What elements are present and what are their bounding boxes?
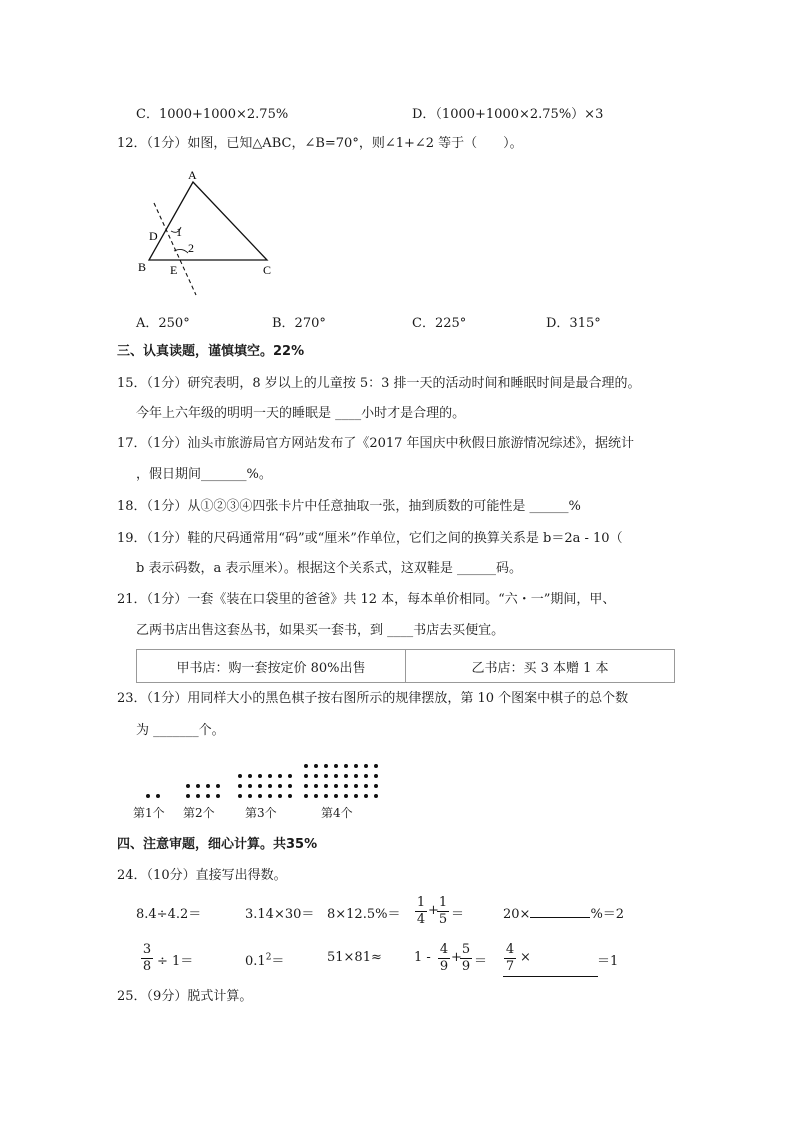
q12-option-a: A．250° [136,316,190,331]
chess-piece [334,784,338,788]
fraction-1-5 [437,896,449,927]
chess-piece [238,794,242,798]
chess-piece [314,774,318,778]
label-c: C [263,263,272,277]
numerator: 3 [142,942,152,957]
exponent: 2 [265,952,272,963]
numerator: 1 [438,895,448,910]
chess-piece [206,784,210,788]
chess-piece [238,774,242,778]
chess-piece [314,784,318,788]
chess-piece [186,794,190,798]
chess-piece [364,764,368,768]
numerator: 1 [416,895,426,910]
option-d: D．（1000+1000×2.75%）×3 [412,107,604,122]
triangle-figure [136,165,286,300]
question-19-line1: 19．（1分）鞋的尺码通常用“码”或“厘米”作单位，它们之间的换算关系是 b＝2a - 10（ [117,531,623,546]
bookstore-table [136,649,675,683]
question-15-line1: 15．（1分）研究表明，8 岁以上的儿童按 5：3 排一天的活动时间和睡眠时间是最合理的。 [117,376,641,391]
chess-piece [186,784,190,788]
numerator: 4 [505,942,515,957]
chess-piece [268,794,272,798]
calc-1e [503,903,624,922]
chess-piece [278,774,282,778]
question-19-line2: b 表示码数，a 表示厘米）。根据这个关系式，这双鞋是 ______码。 [136,561,522,576]
chess-piece [344,774,348,778]
answer-blank[interactable] [530,905,590,918]
chess-piece [258,774,262,778]
chess-piece [248,794,252,798]
chess-piece [324,764,328,768]
chess-piece [196,794,200,798]
chess-piece [354,784,358,788]
chess-piece [304,764,308,768]
question-15-line2: 今年上六年级的明明一天的睡眠是 ____小时才是合理的。 [136,406,466,421]
denominator: 7 [505,959,515,974]
calc-1e-suffix: %＝2 [590,907,625,922]
chess-piece [258,784,262,788]
chess-piece [288,784,292,788]
question-21-line1: 21．（1分）一套《装在口袋里的爸爸》共 12 本，每本单价相同。“六・一”期间，甲、 [117,592,616,607]
calc-2e-eq: ＝1 [597,954,619,969]
section-4-title: 四、注意审题，细心计算。共35% [117,837,318,852]
numerator: 4 [439,942,449,957]
equals-sign: ＝ [451,907,465,922]
pattern-label: 第2个 [183,806,215,820]
angle-arc-2 [174,249,188,253]
calc-2b-eq: ＝ [271,954,285,969]
chess-piece [344,764,348,768]
label-1: 1 [176,225,182,239]
answer-blank[interactable] [503,963,598,977]
label-d: D [149,229,158,243]
fraction-5-9 [460,943,472,974]
chess-piece [278,794,282,798]
chess-piece [344,784,348,788]
chess-piece [248,784,252,788]
chess-piece [206,794,210,798]
calc-2b-base: 0.1 [245,954,266,969]
pattern-label: 第3个 [245,806,277,820]
chess-piece [196,784,200,788]
chess-piece [156,794,160,798]
chess-piece [268,784,272,788]
chess-piece [238,784,242,788]
chess-piece [278,784,282,788]
chess-pattern-figure [133,750,380,825]
chess-piece [354,774,358,778]
chess-piece [364,794,368,798]
chess-piece [334,794,338,798]
chess-piece [374,764,378,768]
chess-piece [146,794,150,798]
question-23-line2: 为 _______个。 [136,723,225,738]
chess-piece [216,794,220,798]
question-17-line1: 17．（1分）汕头市旅游局官方网站发布了《2017 年国庆中秋假日旅游情况综述》，据统计 [117,436,635,451]
calc-1c: 8×12.5%＝ [327,907,401,922]
chess-piece [324,774,328,778]
fraction-1-4 [415,896,427,927]
question-17-line2: ，假日期间_______%。 [136,467,272,482]
denominator: 5 [438,912,448,927]
label-b: B [138,260,147,274]
calc-2c: 51×81≈ [327,950,382,965]
calc-1e-prefix: 20× [503,907,531,922]
question-23-line1: 23．（1分）用同样大小的黑色棋子按右图所示的规律摆放，第 10 个图案中棋子的总个数 [117,691,629,706]
q12-option-b: B．270° [272,316,326,331]
chess-piece [374,774,378,778]
denominator: 9 [461,959,471,974]
chess-piece [304,774,308,778]
plus-sign: + [451,950,462,965]
chess-piece [288,794,292,798]
chess-piece [304,784,308,788]
denominator: 9 [439,959,449,974]
chess-piece [374,794,378,798]
plus-sign: + [428,903,439,918]
question-25: 25．（9分）脱式计算。 [117,989,253,1004]
chess-piece [288,774,292,778]
chess-piece [314,794,318,798]
chess-piece [324,794,328,798]
label-a: A [188,168,197,182]
fraction-4-9 [438,943,450,974]
calc-2a: ÷ 1＝ [157,954,194,969]
label-e: E [170,263,178,277]
calc-1a: 8.4÷4.2＝ [136,907,202,922]
chess-piece [268,774,272,778]
question-18: 18．（1分）从①②③④四张卡片中任意抽取一张，抽到质数的可能性是 ______% [117,499,581,514]
chess-piece [304,794,308,798]
section-3-title: 三、认真读题，谨慎填空。22% [117,344,305,359]
fraction-3-8 [141,943,153,974]
chess-piece [258,794,262,798]
chess-piece [364,784,368,788]
q12-option-c: C．225° [412,316,467,331]
question-12: 12．（1分）如图，已知△ABC，∠B=70°，则∠1+∠2 等于（ ）。 [117,136,523,151]
equals-sign: ＝ [474,954,488,969]
calc-2b [245,950,284,969]
chess-piece [354,764,358,768]
option-c: C．1000+1000×2.75% [136,107,289,122]
label-2: 2 [188,241,194,255]
chess-piece [314,764,318,768]
denominator: 4 [416,912,426,927]
chess-piece [374,784,378,788]
calc-2d-pre: 1 - [414,950,431,965]
question-21-line2: 乙两书店出售这套丛书，如果买一套书，到 ____书店去买便宜。 [136,623,505,638]
times-sign: × [520,950,531,965]
triangle-abc [149,182,267,260]
chess-piece [364,774,368,778]
chess-piece [334,764,338,768]
pattern-label: 第4个 [321,806,353,820]
question-24: 24．（10分）直接写出得数。 [117,868,287,883]
chess-piece [216,784,220,788]
denominator: 8 [142,959,152,974]
chess-piece [334,774,338,778]
calc-1b: 3.14×30＝ [245,907,315,922]
chess-piece [354,794,358,798]
chess-piece [324,784,328,788]
chess-piece [248,774,252,778]
pattern-label: 第1个 [133,806,165,820]
bookstore-yi-cell: 乙书店：买 3 本赠 1 本 [406,650,675,683]
chess-piece [344,794,348,798]
bookstore-jia-cell: 甲书店：购一套按定价 80%出售 [137,650,406,683]
q12-option-d: D．315° [546,316,601,331]
numerator: 5 [461,942,471,957]
